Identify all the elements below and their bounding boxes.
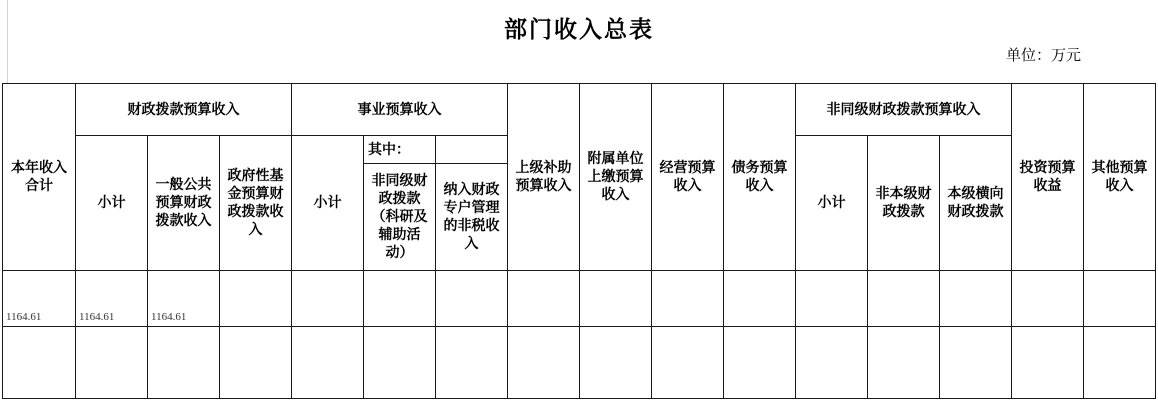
- header-group-business: [292, 84, 508, 136]
- header-label: 其中：: [368, 141, 410, 158]
- table-cell: [940, 271, 1012, 327]
- table-cell: [1012, 271, 1084, 327]
- table-cell: [580, 271, 652, 327]
- header-total-income: [3, 84, 76, 271]
- table-row: [3, 327, 1156, 399]
- header-label: 投资预算收益: [1019, 160, 1076, 194]
- table-row: [3, 271, 1156, 327]
- header-operating-budget: [652, 84, 724, 271]
- header-label: 非同级财政拨款预算收入: [826, 101, 981, 118]
- header-label: 本年收入合计: [11, 160, 67, 194]
- table-cell: [652, 271, 724, 327]
- table-cell: [292, 271, 364, 327]
- table-cell: [364, 271, 436, 327]
- table-cell: [796, 327, 868, 399]
- header-other-income: [1084, 84, 1156, 271]
- table-cell: [796, 271, 868, 327]
- table-cell: [436, 271, 508, 327]
- header-label: 一般公共预算财政拨款收入: [155, 177, 212, 229]
- table-cell: [76, 327, 148, 399]
- header-label: 纳入财政专户管理的非税收入: [443, 182, 500, 252]
- header-gov-fund-budget: [220, 136, 292, 271]
- header-among: [364, 136, 436, 164]
- table-cell: [1084, 271, 1156, 327]
- header-superior-subsidy: [508, 84, 580, 271]
- table-cell: [580, 327, 652, 399]
- header-label: 小计: [817, 195, 846, 211]
- header-label: 非本级财政拨款: [875, 186, 932, 220]
- header-label: 上级补助预算收入: [515, 160, 572, 194]
- income-summary-table: [2, 83, 1156, 399]
- table-cell: [868, 327, 940, 399]
- header-label: 非同级财政拨款（科研及辅助活动）: [371, 173, 428, 261]
- table-cell: [3, 327, 76, 399]
- header-horizontal-fiscal: [940, 136, 1012, 271]
- table-cell: [508, 271, 580, 327]
- table-cell: 1164.61: [76, 271, 148, 327]
- page-title: 部门收入总表: [504, 17, 654, 43]
- table-cell: [940, 327, 1012, 399]
- header-label: 其他预算收入: [1091, 160, 1148, 194]
- header-general-public-budget: [148, 136, 220, 271]
- header-label: 事业预算收入: [357, 101, 442, 118]
- table-cell: [508, 327, 580, 399]
- header-label: 财政拨款预算收入: [127, 101, 240, 118]
- header-investment-income: [1012, 84, 1084, 271]
- header-label: 小计: [97, 195, 126, 211]
- table-cell: [1084, 327, 1156, 399]
- table-cell: [868, 271, 940, 327]
- table-cell: [364, 327, 436, 399]
- table-cell: [148, 327, 220, 399]
- header-affiliated-units: [580, 84, 652, 271]
- table-cell: [1012, 327, 1084, 399]
- header-non-same-level-research: [364, 164, 436, 271]
- table-cell: [724, 271, 796, 327]
- header-among-blank: [436, 136, 508, 164]
- header-label: 债务预算收入: [731, 160, 788, 194]
- table-cell: [220, 271, 292, 327]
- table-cell: [292, 327, 364, 399]
- table-cell: 1164.61: [3, 271, 76, 327]
- table-cell: [652, 327, 724, 399]
- header-non-same-subtotal: [796, 136, 868, 271]
- header-label: 附属单位上缴预算收入: [587, 151, 644, 203]
- unit-label: 单位：万元: [1006, 46, 1082, 64]
- header-fiscal-subtotal: [76, 136, 148, 271]
- header-label: 本级横向财政拨款: [947, 186, 1004, 220]
- table-header: [3, 84, 1156, 271]
- header-non-local-fiscal: [868, 136, 940, 271]
- header-label: 政府性基金预算财政拨款收入: [227, 168, 284, 238]
- table-cell: [220, 327, 292, 399]
- header-label: 小计: [313, 195, 342, 211]
- header-debt-budget: [724, 84, 796, 271]
- table-cell: [724, 327, 796, 399]
- header-group-fiscal: [76, 84, 292, 136]
- header-label: 经营预算收入: [659, 160, 716, 194]
- header-special-account-nontax: [436, 164, 508, 271]
- header-business-subtotal: [292, 136, 364, 271]
- table-cell: [436, 327, 508, 399]
- header-group-non-same-level: [796, 84, 1012, 136]
- table-cell: 1164.61: [148, 271, 220, 327]
